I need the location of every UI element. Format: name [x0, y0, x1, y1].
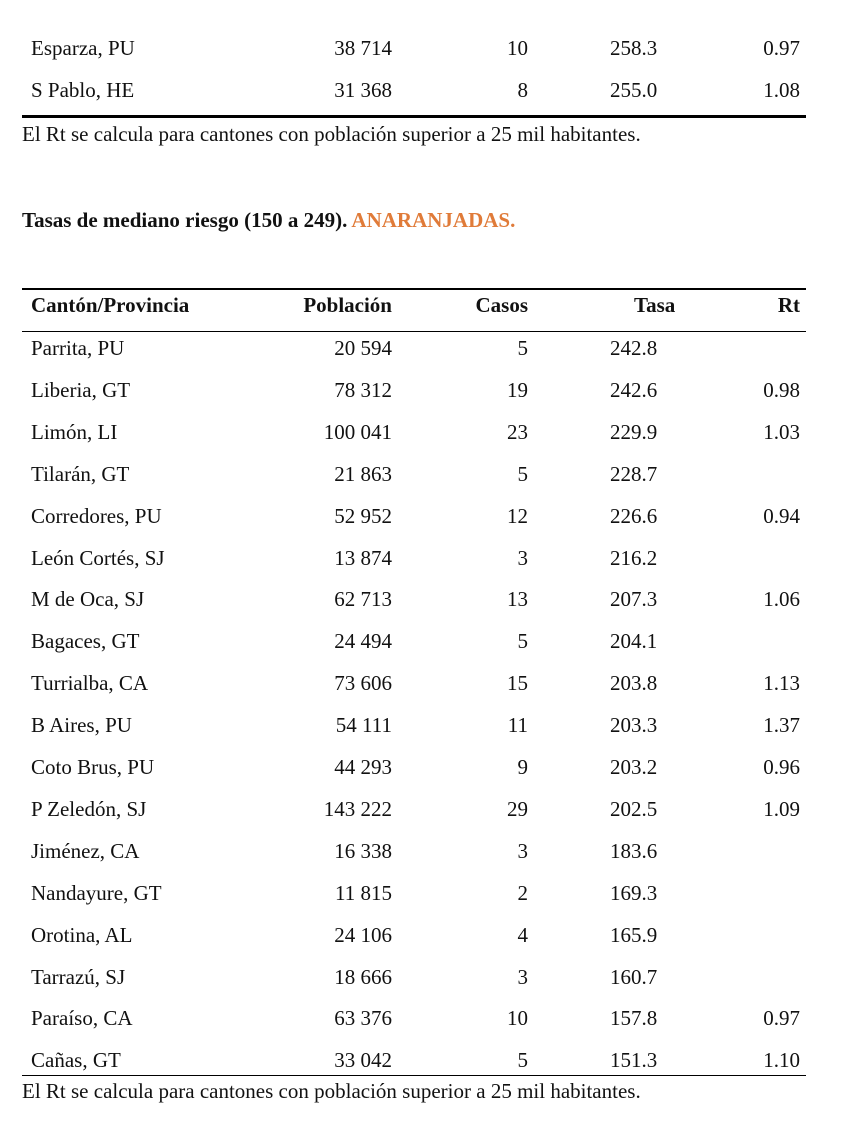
- casos-cell: 5: [517, 629, 528, 654]
- casos-cell: 3: [517, 545, 528, 570]
- table-row: [22, 328, 806, 368]
- casos-cell: 5: [517, 1048, 528, 1073]
- casos-cell: 10: [507, 1006, 528, 1031]
- rt-cell: 0.97: [763, 36, 800, 60]
- poblacion-cell: 62 713: [334, 587, 392, 612]
- poblacion-cell: 18 666: [334, 964, 392, 989]
- casos-cell: 3: [517, 964, 528, 989]
- heading-text: Tasas de mediano riesgo (150 a 249).: [22, 208, 348, 232]
- poblacion-cell: 52 952: [334, 503, 392, 528]
- rt-cell: 0.98: [763, 377, 800, 402]
- canton-cell: Jiménez, CA: [31, 838, 140, 863]
- tasa-cell: 203.8: [610, 671, 658, 696]
- tasa-cell: 226.6: [610, 503, 658, 528]
- rt-cell: 1.06: [763, 587, 800, 612]
- canton-cell: Paraíso, CA: [31, 1006, 133, 1031]
- table-note: El Rt se calcula para cantones con población superior a 25 mil habitantes.: [22, 1079, 641, 1103]
- tasa-cell: 207.3: [610, 587, 658, 612]
- poblacion-cell: 73 606: [334, 671, 392, 696]
- rt-cell: 1.13: [763, 671, 800, 696]
- table-row: [22, 789, 806, 829]
- casos-cell: 29: [507, 796, 528, 821]
- header-poblacion: Población: [303, 293, 392, 317]
- tasa-cell: 169.3: [610, 880, 658, 905]
- poblacion-cell: 11 815: [335, 880, 392, 905]
- canton-cell: Cañas, GT: [31, 1048, 121, 1073]
- casos-cell: 19: [507, 377, 528, 402]
- rt-cell: 1.03: [763, 419, 800, 444]
- canton-cell: Esparza, PU: [31, 36, 135, 60]
- casos-cell: 8: [517, 78, 528, 102]
- table-header-row: [22, 285, 806, 325]
- canton-cell: M de Oca, SJ: [31, 587, 145, 612]
- canton-cell: León Cortés, SJ: [31, 545, 165, 570]
- poblacion-cell: 21 863: [334, 461, 392, 486]
- casos-cell: 5: [517, 461, 528, 486]
- casos-cell: 4: [517, 922, 528, 947]
- main-table: [0, 280, 844, 1100]
- poblacion-cell: 63 376: [334, 1006, 392, 1031]
- table-row: [22, 579, 806, 619]
- poblacion-cell: 44 293: [334, 755, 392, 779]
- tasa-cell: 203.2: [610, 755, 658, 779]
- casos-cell: 15: [507, 671, 528, 696]
- tasa-cell: 229.9: [610, 419, 658, 444]
- rt-cell: 1.08: [763, 78, 800, 102]
- poblacion-cell: 33 042: [334, 1048, 392, 1073]
- header-rt: Rt: [777, 293, 800, 317]
- tasa-cell: 203.3: [610, 713, 658, 738]
- rt-cell: 0.97: [763, 1006, 800, 1031]
- tasa-cell: 258.3: [610, 36, 658, 60]
- canton-cell: Limón, LI: [31, 419, 118, 444]
- tasa-cell: 183.6: [610, 838, 658, 863]
- poblacion-cell: 24 494: [334, 629, 392, 654]
- canton-cell: Corredores, PU: [31, 503, 162, 528]
- poblacion-cell: 13 874: [334, 545, 392, 570]
- canton-cell: Nandayure, GT: [31, 880, 162, 905]
- rt-cell: 1.10: [763, 1048, 800, 1073]
- tasa-cell: 255.0: [610, 78, 658, 102]
- tasa-cell: 216.2: [610, 545, 658, 570]
- poblacion-cell: 100 041: [323, 419, 392, 444]
- canton-cell: Orotina, AL: [31, 922, 133, 947]
- casos-cell: 10: [507, 36, 528, 60]
- poblacion-cell: 31 368: [334, 78, 392, 102]
- canton-cell: S Pablo, HE: [31, 78, 135, 102]
- casos-cell: 23: [507, 419, 528, 444]
- casos-cell: 9: [517, 755, 528, 779]
- casos-cell: 3: [517, 838, 528, 863]
- table-row: [22, 70, 806, 110]
- rt-cell: 0.94: [763, 503, 800, 528]
- header-tasa: Tasa: [634, 293, 676, 317]
- canton-cell: Tarrazú, SJ: [31, 964, 126, 989]
- poblacion-cell: 20 594: [334, 336, 392, 360]
- section-heading: [22, 207, 515, 233]
- canton-cell: Coto Brus, PU: [31, 755, 155, 779]
- header-casos: Casos: [475, 293, 528, 317]
- canton-cell: P Zeledón, SJ: [31, 796, 147, 821]
- table-row: [22, 747, 806, 787]
- tasa-cell: 204.1: [610, 629, 658, 654]
- poblacion-cell: 143 222: [323, 796, 392, 821]
- casos-cell: 11: [507, 713, 528, 738]
- canton-cell: Parrita, PU: [31, 336, 125, 360]
- casos-cell: 12: [507, 503, 528, 528]
- casos-cell: 2: [517, 880, 528, 905]
- canton-cell: Tilarán, GT: [31, 461, 130, 486]
- table-row: [22, 663, 806, 703]
- rt-cell: 0.96: [763, 755, 800, 779]
- canton-cell: Turrialba, CA: [31, 671, 149, 696]
- table-row: [22, 370, 806, 410]
- casos-cell: 13: [507, 587, 528, 612]
- rt-cell: 1.09: [763, 796, 800, 821]
- table-row: [22, 957, 806, 997]
- tasa-cell: 228.7: [610, 461, 658, 486]
- table-bottom-rule: [22, 115, 806, 118]
- poblacion-cell: 38 714: [334, 36, 392, 60]
- heading-accent: ANARANJADAS.: [351, 208, 516, 232]
- table-bottom-rule: [22, 1075, 806, 1076]
- poblacion-cell: 54 111: [335, 713, 392, 738]
- table-note: El Rt se calcula para cantones con población superior a 25 mil habitantes.: [22, 122, 641, 146]
- canton-cell: B Aires, PU: [31, 713, 132, 738]
- table-row: [22, 873, 806, 913]
- table-row: [22, 705, 806, 745]
- tasa-cell: 160.7: [610, 964, 658, 989]
- tasa-cell: 165.9: [610, 922, 658, 947]
- canton-cell: Liberia, GT: [31, 377, 131, 402]
- poblacion-cell: 24 106: [334, 922, 392, 947]
- canton-cell: Bagaces, GT: [31, 629, 140, 654]
- table-row: [22, 831, 806, 871]
- tasa-cell: 151.3: [610, 1048, 658, 1073]
- poblacion-cell: 78 312: [334, 377, 392, 402]
- table-row: [22, 915, 806, 955]
- table-row: [22, 998, 806, 1038]
- tasa-cell: 157.8: [610, 1006, 658, 1031]
- rt-cell: 1.37: [763, 713, 800, 738]
- tasa-cell: 242.8: [610, 336, 658, 360]
- table-row: [22, 454, 806, 494]
- table-row: [22, 621, 806, 661]
- table-row: [22, 496, 806, 536]
- tasa-cell: 242.6: [610, 377, 658, 402]
- table-row: [22, 412, 806, 452]
- header-canton: Cantón/Provincia: [31, 293, 190, 317]
- tasa-cell: 202.5: [610, 796, 658, 821]
- table-row: [22, 28, 806, 68]
- table-row: [22, 538, 806, 578]
- poblacion-cell: 16 338: [334, 838, 392, 863]
- casos-cell: 5: [517, 336, 528, 360]
